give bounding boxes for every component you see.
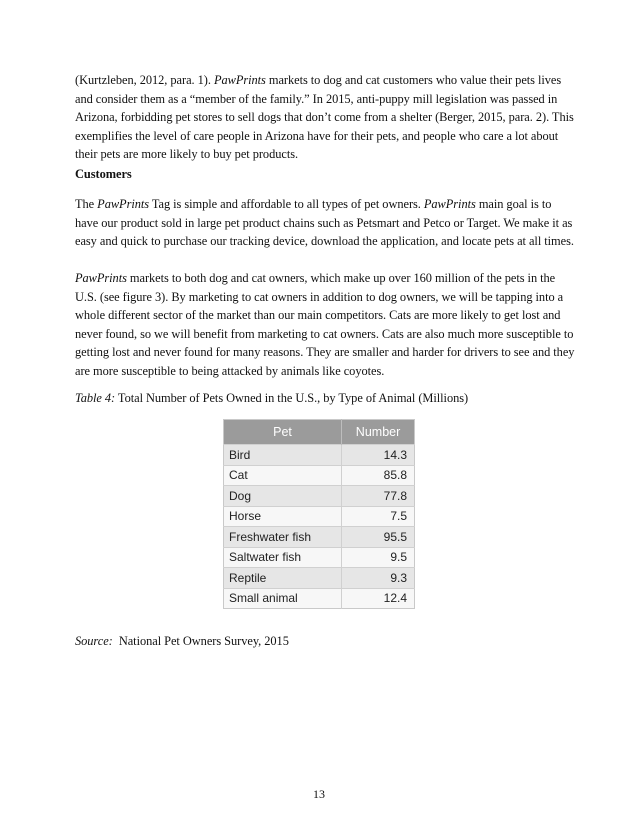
pet-cell: Small animal: [224, 588, 342, 609]
table-row: [224, 547, 415, 568]
table-row: [224, 445, 415, 466]
paragraph-intro: [75, 71, 575, 164]
table-row: [224, 568, 415, 589]
caption-label: Table 4:: [75, 391, 116, 405]
page-number: 13: [313, 787, 325, 801]
section-heading: Customers: [75, 167, 132, 181]
table-header-row: [224, 420, 415, 445]
number-cell: 12.4: [342, 588, 415, 609]
number-cell: 9.3: [342, 568, 415, 589]
paragraph-customers: [75, 195, 575, 251]
pet-cell: Horse: [224, 506, 342, 527]
table-row: [224, 588, 415, 609]
column-header-pet: Pet: [224, 420, 342, 445]
pets-table: [223, 419, 415, 609]
source-label: Source:: [75, 634, 113, 648]
source-line: [75, 632, 575, 651]
brand-name: PawPrints: [213, 73, 266, 87]
table-row: [224, 486, 415, 507]
table-row: [224, 527, 415, 548]
table-row: [224, 465, 415, 486]
pet-cell: Freshwater fish: [224, 527, 342, 548]
pet-cell: Saltwater fish: [224, 547, 342, 568]
pet-cell: Cat: [224, 465, 342, 486]
table-row: [224, 506, 415, 527]
number-cell: 85.8: [342, 465, 415, 486]
text-run: main goal is to have our product sold in large pet product chains such as Petsmart and Petco or Target. We make it as easy and quick to purchase our tracking device, download the application, and locate pets at all times.: [75, 197, 574, 248]
pet-cell: Dog: [224, 486, 342, 507]
source-text: National Pet Owners Survey, 2015: [112, 634, 289, 648]
number-cell: 95.5: [342, 527, 415, 548]
paragraph-markets: [75, 269, 575, 380]
brand-name: PawPrints: [97, 197, 150, 211]
text-run: The: [75, 197, 98, 211]
text-run: (Kurtzleben, 2012, para. 1).: [75, 73, 214, 87]
number-cell: 7.5: [342, 506, 415, 527]
pet-cell: Reptile: [224, 568, 342, 589]
pet-cell: Bird: [224, 445, 342, 466]
text-run: Tag is simple and affordable to all types of pet owners.: [149, 197, 424, 211]
table-caption: [75, 389, 575, 408]
number-cell: 14.3: [342, 445, 415, 466]
number-cell: 77.8: [342, 486, 415, 507]
brand-name: PawPrints: [423, 197, 476, 211]
number-cell: 9.5: [342, 547, 415, 568]
column-header-number: Number: [342, 420, 415, 445]
text-run: markets to dog and cat customers who value their pets lives and consider them as a “member of the family.” In 2015, anti-puppy mill legislation was passed in Arizona, forbidding pet stores to sell dogs that don’t come from a shelter (Berger, 2015, para. 2). This exemplifies the level of care people in Arizona have for their pets, and people who care a lot about their pets are more likely to buy pet products.: [75, 73, 574, 161]
brand-name: PawPrints: [75, 271, 127, 285]
text-run: markets to both dog and cat owners, which make up over 160 million of the pets in the U.S. (see figure 3). By marketing to cat owners in addition to dog owners, we will be tapping into a whole different sector of the market than our main competitors. Cats are more likely to get lost and never found, so we will benefit from marketing to cat owners. Cats are also much more susceptible to getting lost and never found for many reasons. They are smaller and harder for drivers to see and they are more susceptible to being attacked by animals like coyotes.: [75, 271, 575, 378]
caption-text: Total Number of Pets Owned in the U.S., by Type of Animal (Millions): [115, 391, 469, 405]
